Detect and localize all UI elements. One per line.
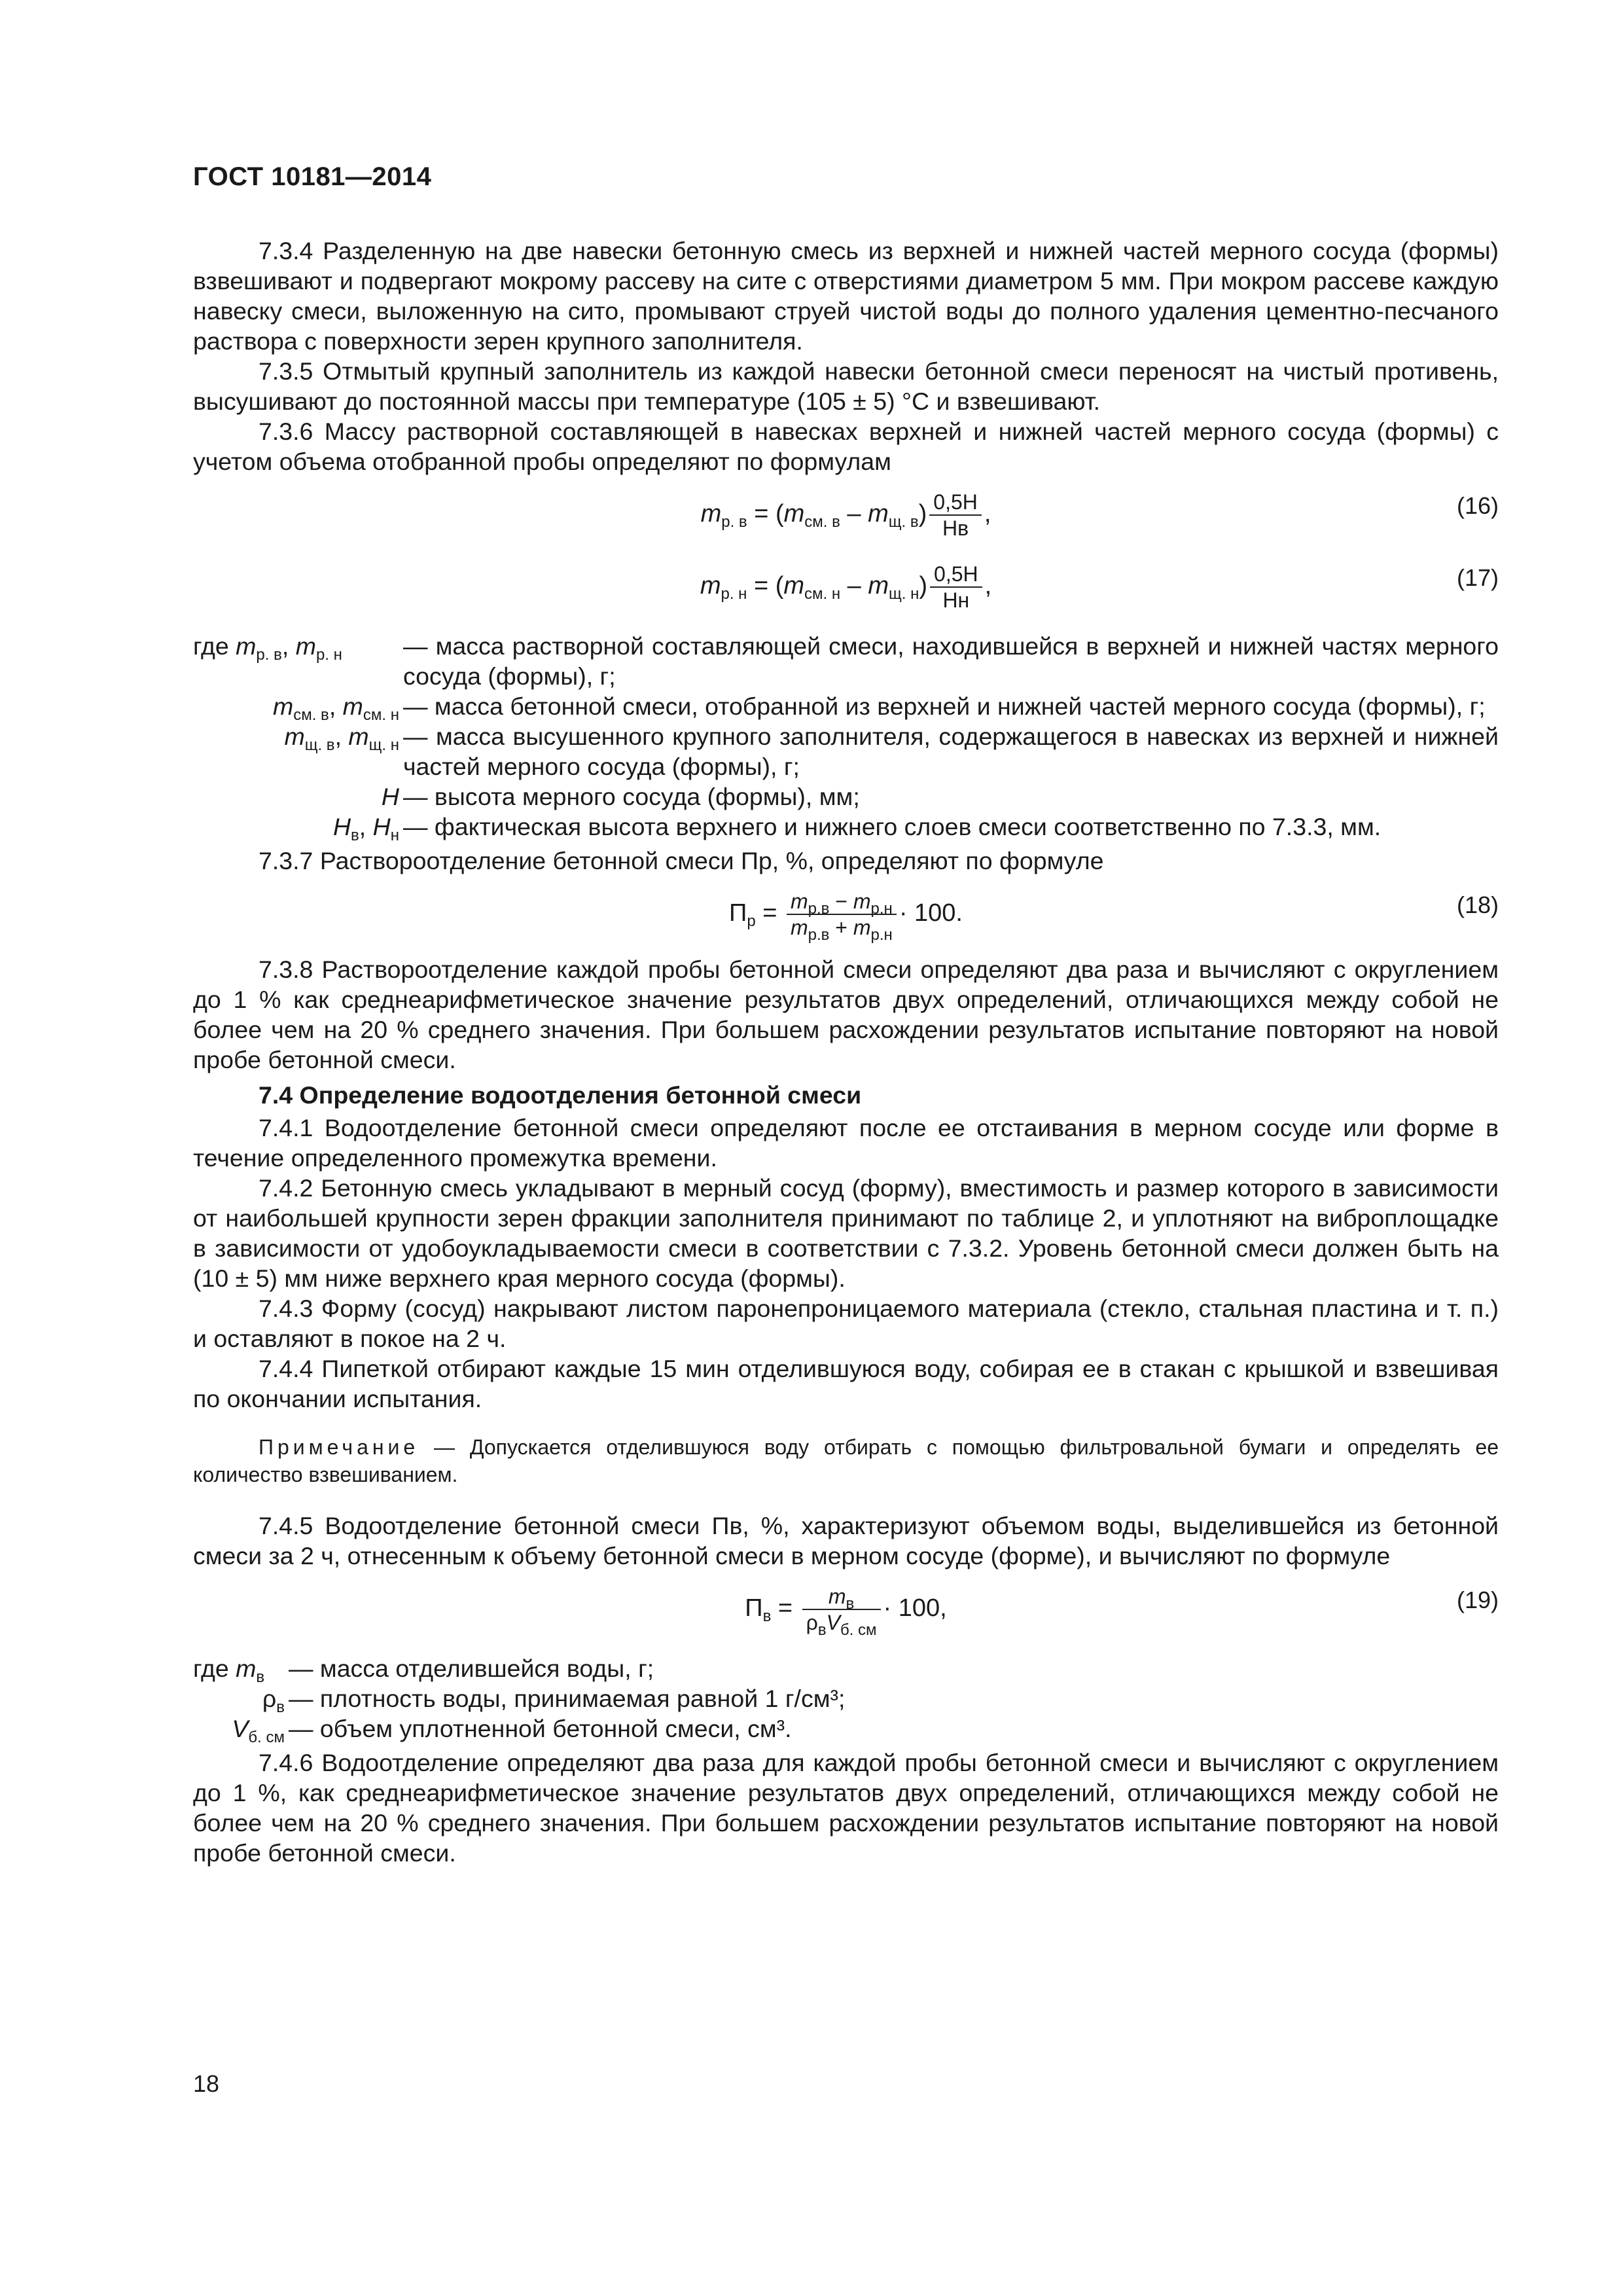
para-7-4-3: 7.4.3 Форму (сосуд) накрывают листом паронепроницаемого материала (стекло, стальная пластина и т. п.) и оставляют в покое на 2 ч. [193, 1295, 1499, 1352]
variable-desc: — масса растворной составляющей смеси, находившейся в верхней и нижней частях мерного сосуда (формы), г; [403, 632, 1499, 690]
formula-18-body: $П_р$ = $\frac{m_{р.в} - m_{р.н}}{m_{р.в} + m_{р.н}}$ · 100. [729, 889, 963, 944]
para-7-3-4: 7.3.4 Разделенную на две навески бетонную смесь из верхней и нижней частей мерного сосуда (формы) взвешивают и подвергают мокрому рассеву на сите с отверстиями диаметром 5 мм. При мокром рассеве каждую навеску смеси, выложенную на сито, промывают струей чистой воды до полного удаления цементно-песчаного раствора с поверхности зерен крупного заполнителя. [193, 237, 1499, 355]
variable-row: H — высота мерного сосуда (формы), мм; [193, 781, 1499, 812]
formula-18-tail: · 100. [899, 899, 963, 927]
formula-16 [193, 476, 1499, 548]
formula-19-body: $П_в$ = $\frac{m_в}{\rho_вV_{б. см}}$ · 100, [745, 1585, 947, 1639]
variable-row: $H_в$, $H_н$ — фактическая высота верхнего и нижнего слоев смеси соответственно по 7.3.3, мм. [193, 812, 1499, 842]
formula-16-denominator: Hв [942, 516, 969, 540]
para-7-3-8: 7.3.8 Раствороотделение каждой пробы бетонной смеси определяют два раза и вычисляют с округлением до 1 % как среднеарифметическое значение результатов двух определений, отличающихся между собой не более чем на 20 % среднего значения. При большем расхождении результатов испытание повторяют на новой пробе бетонной смеси. [193, 956, 1499, 1073]
para-7-4-1: 7.4.1 Водоотделение бетонной смеси определяют после ее отстаивания в мерном сосуде или форме в течение определенного промежутка времени. [193, 1114, 1499, 1172]
variable-row: где $m_в$ — масса отделившейся воды, г; [193, 1653, 1499, 1683]
variable-row: $V_{б. см}$ — объем уплотненной бетонной смеси, см³. [193, 1713, 1499, 1744]
standard-header: ГОСТ 10181—2014 [193, 162, 432, 191]
para-7-4-6: 7.4.6 Водоотделение определяют два раза для каждой пробы бетонной смеси и вычисляют с округлением до 1 %, как среднеарифметическое значение результатов двух определений, отличающихся между собой не более чем на 20 % среднего значения. При большем расхождении результатов испытание повторяют на новой пробе бетонной смеси. [193, 1749, 1499, 1867]
body-text [193, 236, 1499, 1868]
variable-row: где $m_{р. в}$, $m_{р. н}$ — масса растворной составляющей смеси, находившейся в верхней и нижней частях мерного сосуда (формы), г; [193, 632, 1499, 690]
formula-17-numerator: 0,5H [930, 562, 982, 588]
para-7-3-6: 7.3.6 Массу растворной составляющей в навесках верхней и нижней частей мерного сосуда (формы) с учетом объема отобранной пробы определяют по формулам [193, 418, 1499, 475]
formula-16-numerator: 0,5H [929, 490, 982, 516]
variable-desc: — масса высушенного крупного заполнителя, содержащегося в навесках из верхней и нижней частей мерного сосуда (формы), г; [403, 723, 1499, 780]
formula-17-body: $m_{р. н} = (m_{см. н} - m_{щ. н})$ $\frac{0,5H}{Hн}$ , [700, 562, 992, 612]
formula-18-number: (18) [1456, 891, 1499, 918]
note [193, 1433, 1499, 1488]
formula-16-number: (16) [1456, 492, 1499, 519]
note-label: Примечание [259, 1435, 419, 1459]
page-number: 18 [193, 2070, 220, 2097]
section-heading-7-4: 7.4 Определение водоотделения бетонной смеси [259, 1081, 862, 1109]
variable-desc: — объем уплотненной бетонной смеси, см³. [289, 1715, 792, 1742]
formula-17-number: (17) [1456, 564, 1499, 591]
variables-list-1 [193, 631, 1499, 842]
variable-desc: — высота мерного сосуда (формы), мм; [403, 783, 860, 810]
formula-18 [193, 876, 1499, 954]
variable-row: $\rho_в$ — плотность воды, принимаемая равной 1 г/см³; [193, 1683, 1499, 1713]
where-lead: где [193, 632, 229, 660]
formula-19-number: (19) [1456, 1587, 1499, 1613]
where-lead: где [193, 1655, 229, 1682]
para-7-3-7: 7.3.7 Раствороотделение бетонной смеси Пр, %, определяют по формуле [259, 847, 1104, 874]
variable-row: $m_{щ. в}$, $m_{щ. н}$ — масса высушенного крупного заполнителя, содержащегося в навесках из верхней и нижней частей мерного сосуда (формы), г; [284, 723, 1499, 780]
note-text: — Допускается отделившуюся воду отбирать с помощью фильтровальной бумаги и определять ее количество взвешиванием. [193, 1435, 1499, 1486]
variable-desc: — плотность воды, принимаемая равной 1 г/см³; [289, 1685, 846, 1712]
formula-16-body: $m_{р. в} = (m_{см. в} - m_{щ. в})$ $\frac{0,5H}{Hв}$ , [700, 490, 991, 540]
variable-desc: — масса бетонной смеси, отобранной из верхней и нижней частей мерного сосуда (формы), г; [403, 692, 1486, 720]
para-7-4-4: 7.4.4 Пипеткой отбирают каждые 15 мин отделившуюся воду, собирая ее в стакан с крышкой и взвешивая по окончании испытания. [193, 1355, 1499, 1412]
variable-row: $m_{см. в}$, $m_{см. н}$ — масса бетонной смеси, отобранной из верхней и нижней частей мерного сосуда (формы), г; [193, 691, 1499, 721]
para-7-3-5: 7.3.5 Отмытый крупный заполнитель из каждой навески бетонной смеси переносят на чистый противень, высушивают до постоянной массы при температуре (105 ± 5) °С и взвешивают. [193, 357, 1499, 415]
para-7-4-5: 7.4.5 Водоотделение бетонной смеси Пв, %, характеризуют объемом воды, выделившейся из бетонной смеси за 2 ч, отнесенным к объему бетонной смеси в мерном сосуде (форме), и вычисляют по формуле [193, 1512, 1499, 1570]
formula-17-denominator: Hн [942, 588, 970, 612]
para-7-4-2: 7.4.2 Бетонную смесь укладывают в мерный сосуд (форму), вместимость и размер которого в зависимости от наибольшей крупности зерен фракции заполнителя принимают по таблице 2, и уплотняют на виброплощадке в зависимости от удобоукладываемости смеси в соответствии с 7.3.2. Уровень бетонной смеси должен быть на (10 ± 5) мм ниже верхнего края мерного сосуда (формы). [193, 1174, 1499, 1292]
variable-desc: — фактическая высота верхнего и нижнего слоев смеси соответственно по 7.3.3, мм. [403, 813, 1382, 840]
variables-list-2 [193, 1653, 1499, 1744]
formula-17 [193, 548, 1499, 627]
formula-19-tail: · 100, [883, 1594, 947, 1623]
formula-19 [193, 1571, 1499, 1649]
variable-desc: — масса отделившейся воды, г; [289, 1655, 654, 1682]
